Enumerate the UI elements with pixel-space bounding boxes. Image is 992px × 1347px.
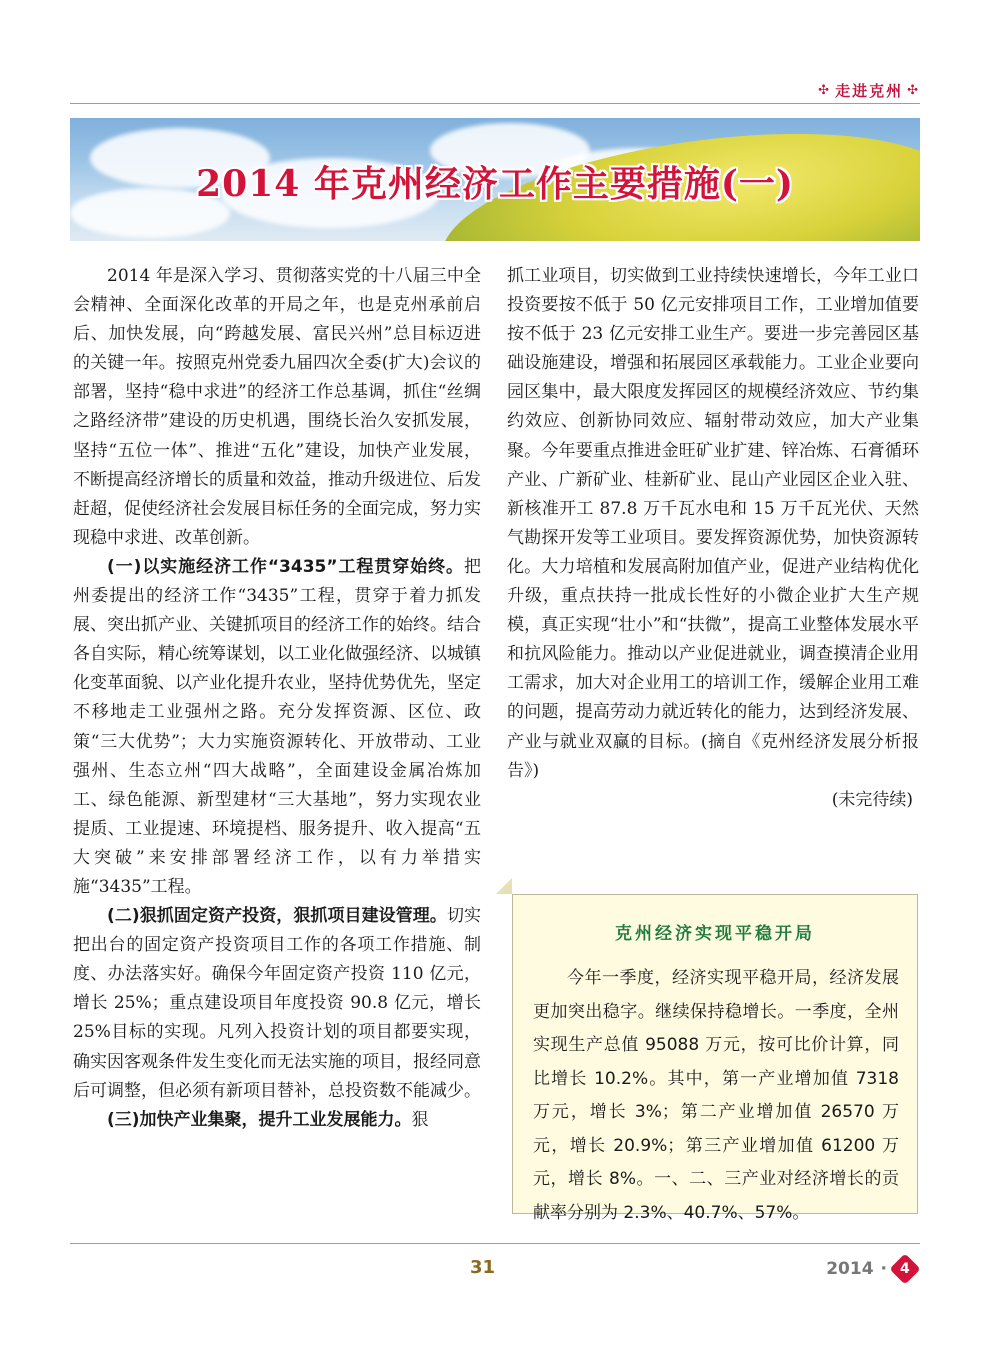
issue-number: 4 xyxy=(900,1261,910,1277)
paragraph-1-heading: (一)以实施经济工作“3435”工程贯穿始终。 xyxy=(107,556,464,577)
paragraph-3 xyxy=(73,1106,481,1135)
section-name: 走进克州 xyxy=(835,82,904,100)
continued-paragraph: 抓工业项目，切实做到工业持续快速增长，今年工业口投资要按不低于 50 亿元安排项目工作，工业增加值要按不低于 23 亿元安排工业生产。要进一步完善园区基础设施建设，增强和拓展园区承载能力。工业企业要向园区集中，最大限度发挥园区的规模经济效应、节约集约效应、创新协同效应、辐射带动效应，加大产业集聚。今年要重点推进金旺矿业扩建、锌冶炼、石膏循环产业、广新矿业、桂新矿业、昆山产业园区企业入驻、新核准开工 87.8 万千瓦水电和 15 万千瓦光伏、天然气勘探开发等工业项目。要发挥资源优势，加快资源转化。大力培植和发展高附加值产业，促进产业结构优化升级，重点扶持一批成长性好的小微企业扩大生产规模，真正实现“壮小”和“扶微”，提高工业整体发展水平和抗风险能力。推动以产业促进就业，调查摸清企业用工需求，加大对企业用工的培训工作，缓解企业用工难的问题，提高劳动力就近转化的能力，达到经济发展、产业与就业双赢的目标。(摘自《克州经济发展分析报告》) xyxy=(507,266,919,781)
paragraph-1 xyxy=(73,553,481,902)
paragraph-3-text: 狠 xyxy=(411,1109,429,1130)
paragraph-3-heading: (三)加快产业集聚，提升工业发展能力。 xyxy=(107,1109,412,1130)
left-column xyxy=(73,262,481,1135)
sidebar-body: 今年一季度，经济实现平稳开局，经济发展更加突出稳字。继续保持稳增长。一季度，全州实现生产总值 95088 万元，按可比价计算，同比增长 10.2%。其中，第一产业增加值 7318 万元，增长 3%；第二产业增加值 26570 万元，增长 20.9%；第三产业增加值 61200 万元，增长 8%。一、二、三产业对经济增长的贡献率分别为 2.3%、40.7%、57%。 xyxy=(533,968,899,1223)
issue-label xyxy=(826,1258,916,1280)
right-column xyxy=(507,262,919,815)
header-divider xyxy=(70,103,920,104)
paragraph-2-text: 切实把出台的固定资产投资项目工作的各项工作措施、制度、办法落实好。确保今年固定资产投资 110 亿元，增长 25%；重点建设项目年度投资 90.8 亿元，增长 25%目标的实现。凡列入投资计划的项目都要实现，确实因客观条件发生变化而无法实施的项目，报经同意后可调整，但必须有新项目替补，总投资数不能减少。 xyxy=(73,906,482,1101)
paragraph-1-text: 把州委提出的经济工作“3435”工程，贯穿于着力抓发展、突出抓产业、关键抓项目的经济工作的始终。结合各自实际，精心统筹谋划，以工业化做强经济、以城镇化变革面貌、以产业化提升农业，坚持优势优先，坚定不移地走工业强州之路。充分发挥资源、区位、政策“三大优势”；大力实施资源转化、开放带动、工业强州、生态立州“四大战略”，全面建设金属冶炼加工、绿色能源、新型建材“三大基地”，努力实现农业提质、工业提速、环境提档、服务提升、收入提高“五大突破”来安排部署经济工作，以有力举措实施“3435”工程。 xyxy=(73,556,481,897)
footer-divider xyxy=(70,1243,920,1244)
paragraph-2 xyxy=(73,902,481,1106)
box-fold-corner xyxy=(496,878,512,894)
intro-paragraph: 2014 年是深入学习、贯彻落实党的十八届三中全会精神、全面深化改革的开局之年，也是克州承前启后、加快发展，向“跨越发展、富民兴州”总目标迈进的关键一年。按照克州党委九届四次全委(扩大)会议的部署，坚持“稳中求进”的经济工作总基调，抓住“丝绸之路经济带”建设的历史机遇，围绕长治久安抓发展，坚持“五位一体”、推进“五化”建设，加快产业发展，不断提高经济增长的质量和效益，推动升级进位、后发赶超，促使经济社会发展目标任务的全面完成，努力实现稳中求进、改革创新。 xyxy=(73,266,481,548)
ornament-icon: ✣ xyxy=(907,83,920,98)
sidebar-box xyxy=(512,894,918,1223)
sidebar-title: 克州经济实现平稳开局 xyxy=(615,924,815,944)
section-label xyxy=(818,80,920,101)
ornament-icon: ✣ xyxy=(818,83,832,98)
page-title: 2014 年克州经济工作主要措施(一) xyxy=(196,163,794,205)
paragraph-2-heading: (二)狠抓固定资产投资，狠抓项目建设管理。 xyxy=(107,906,447,927)
to-be-continued: (未完待续) xyxy=(831,789,913,810)
page-number: 31 xyxy=(470,1257,496,1278)
issue-year: 2014 xyxy=(826,1259,874,1279)
title-banner xyxy=(70,118,920,241)
issue-separator: · xyxy=(880,1259,887,1279)
issue-badge xyxy=(889,1253,920,1284)
